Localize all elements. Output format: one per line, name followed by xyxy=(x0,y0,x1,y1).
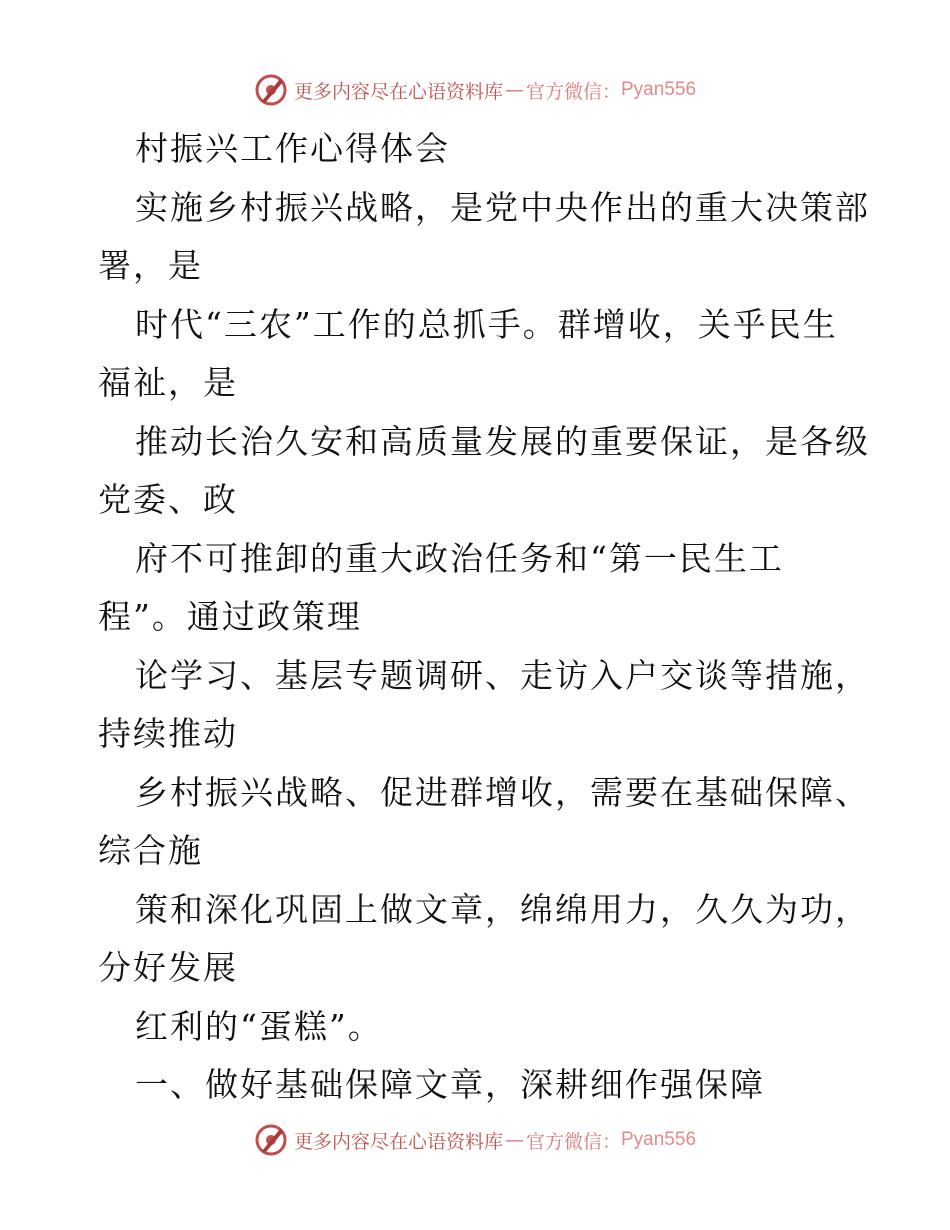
banner-brand-text: 更多内容尽在心语资料库 xyxy=(293,80,503,103)
banner-wechat-id: Pyan556 xyxy=(621,79,697,100)
paragraph-line: 乡村振兴战略、促进群增收，需要在基础保障、 xyxy=(135,772,870,812)
banner-official-label: 官方微信： xyxy=(525,1130,621,1153)
paragraph-line: 红利的“蛋糕”。 xyxy=(135,1006,383,1046)
banner-wechat-id: Pyan556 xyxy=(621,1129,697,1150)
quill-logo-icon xyxy=(254,1123,288,1157)
paragraph-line: 推动长治久安和高质量发展的重要保证，是各级 xyxy=(135,421,870,461)
paragraph-line: 分好发展 xyxy=(98,948,238,987)
banner-separator: — xyxy=(504,1129,524,1151)
footer-watermark-banner xyxy=(0,1120,950,1160)
document-title: 村振兴工作心得体会 xyxy=(135,129,450,168)
paragraph-line: 综合施 xyxy=(98,831,203,870)
paragraph-line: 实施乡村振兴战略，是党中央作出的重大决策部 xyxy=(135,187,870,227)
header-watermark-banner xyxy=(0,70,950,110)
paragraph-line: 时代“三农”工作的总抓手。群增收，关乎民生 xyxy=(135,304,838,344)
banner-official-label: 官方微信： xyxy=(525,80,621,103)
paragraph-line: 福祉，是 xyxy=(98,363,238,402)
paragraph-line: 署，是 xyxy=(98,246,203,285)
quill-logo-icon xyxy=(254,73,288,107)
paragraph-line: 论学习、基层专题调研、走访入户交谈等措施， xyxy=(135,655,870,695)
paragraph-line: 程”。通过政策理 xyxy=(98,597,362,636)
paragraph-line: 持续推动 xyxy=(98,714,238,753)
document-body xyxy=(98,120,868,1115)
paragraph-line: 策和深化巩固上做文章，绵绵用力，久久为功， xyxy=(135,889,870,929)
banner-brand-text: 更多内容尽在心语资料库 xyxy=(293,1130,503,1153)
paragraph-line: 府不可推卸的重大政治任务和“第一民生工 xyxy=(135,538,784,578)
section-heading: 一、做好基础保障文章，深耕细作强保障 xyxy=(135,1065,765,1104)
banner-separator: — xyxy=(504,79,524,101)
paragraph-line: 党委、政 xyxy=(98,480,238,519)
